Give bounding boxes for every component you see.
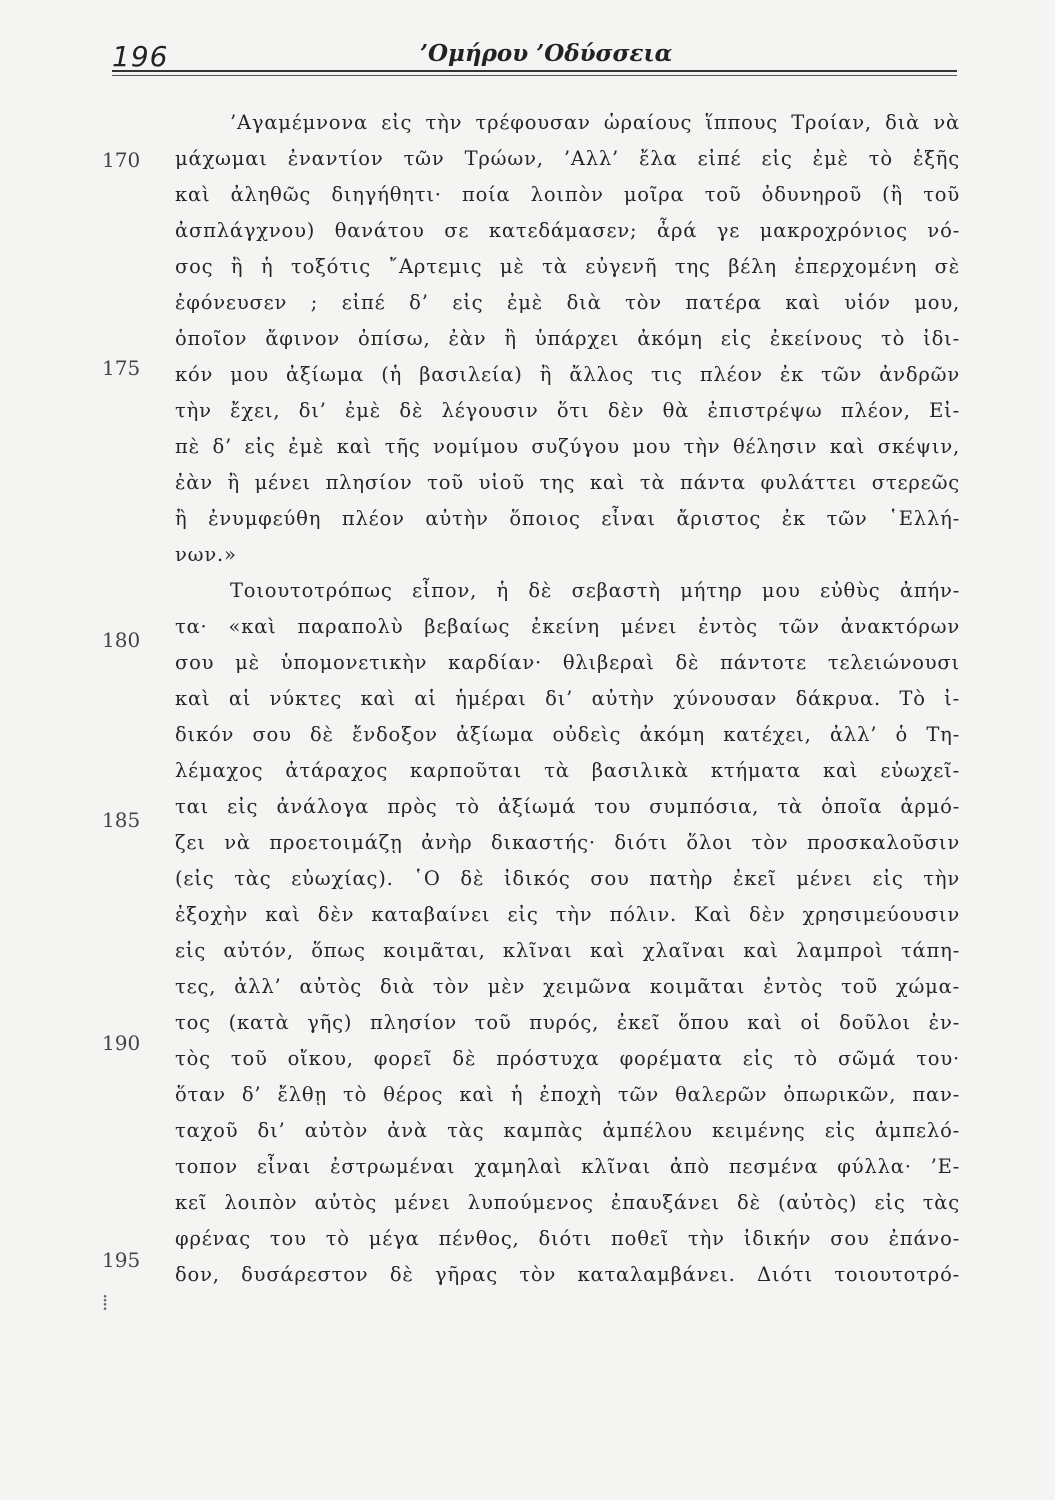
text-line: τος (κατὰ γῆς) πλησίον τοῦ πυρός, ἐκεῖ ὅπου καὶ οἱ δοῦλοι ἐν-: [175, 1011, 960, 1034]
text-line: (εἰς τὰς εὐωχίας). ῾Ο δὲ ἰδικός σου πατὴρ ἐκεῖ μένει εἰς τὴν: [175, 867, 960, 890]
text-line: τες, ἀλλ’ αὐτὸς διὰ τὸν μὲν χειμῶνα κοιμᾶται ἐντὸς τοῦ χώμα-: [175, 975, 960, 998]
margin-mark-icon: ⁞: [102, 1291, 109, 1316]
text-line: καὶ αἱ νύκτες καὶ αἱ ἡμέραι δι’ αὐτὴν χύνουσαν δάκρυα. Τὸ ἰ-: [175, 687, 960, 710]
text-line: τοπον εἶναι ἐστρωμέναι χαμηλαὶ κλῖναι ἀπὸ πεσμένα φύλλα· ’Ε-: [175, 1155, 960, 1178]
text-line: ἐφόνευσεν ; εἰπέ δ’ εἰς ἐμὲ διὰ τὸν πατέρα καὶ υἱόν μου,: [175, 291, 960, 314]
text-line: δον, δυσάρεστον δὲ γῆρας τὸν καταλαμβάνει. Διότι τοιουτοτρό-: [175, 1263, 960, 1286]
line-number: 190: [102, 1031, 141, 1055]
text-line: ’Αγαμέμνονα εἰς τὴν τρέφουσαν ὡραίους ἵππους Τροίαν, διὰ νὰ: [230, 111, 960, 134]
text-line: ὅταν δ’ ἔλθῃ τὸ θέρος καὶ ἡ ἐποχὴ τῶν θαλερῶν ὀπωρικῶν, παν-: [175, 1083, 960, 1106]
line-number: 180: [102, 628, 141, 652]
running-title: ’Ομήρου ’Οδύσσεια: [420, 40, 673, 67]
page-number: 196: [112, 40, 169, 73]
text-line: φρένας του τὸ μέγα πένθος, διότι ποθεῖ τὴν ἰδικήν σου ἐπάνο-: [175, 1227, 960, 1250]
text-line: δικόν σου δὲ ἔνδοξον ἀξίωμα οὐδεὶς ἀκόμη κατέχει, ἀλλ’ ὁ Τη-: [175, 723, 960, 746]
text-line: ται εἰς ἀνάλογα πρὸς τὸ ἀξίωμά του συμπόσια, τὰ ὁποῖα ἁρμό-: [175, 795, 960, 818]
header-rule-thin: [112, 75, 957, 76]
text-line: εἰς αὐτόν, ὅπως κοιμᾶται, κλῖναι καὶ χλαῖναι καὶ λαμπροὶ τάπη-: [175, 939, 960, 962]
text-line: λέμαχος ἀτάραχος καρποῦται τὰ βασιλικὰ κτήματα καὶ εὐωχεῖ-: [175, 759, 960, 782]
text-line: ζει νὰ προετοιμάζῃ ἀνὴρ δικαστής· διότι ὅλοι τὸν προσκαλοῦσιν: [175, 831, 960, 854]
text-line: Τοιουτοτρόπως εἶπον, ἡ δὲ σεβαστὴ μήτηρ μου εὐθὺς ἀπήν-: [230, 579, 960, 602]
text-line: ἐξοχὴν καὶ δὲν καταβαίνει εἰς τὴν πόλιν. Καὶ δὲν χρησιμεύουσιν: [175, 903, 960, 926]
text-line: σος ἢ ἡ τοξότις ῎Αρτεμις μὲ τὰ εὐγενῆ της βέλη ἐπερχομένη σὲ: [175, 255, 960, 278]
text-line: ἀσπλάγχνου) θανάτου σε κατεδάμασεν; ἆρά γε μακροχρόνιος νό-: [175, 219, 960, 242]
text-line: ἐὰν ἢ μένει πλησίον τοῦ υἱοῦ της καὶ τὰ πάντα φυλάττει στερεῶς: [175, 471, 960, 494]
line-number: 170: [102, 148, 141, 172]
line-number: 195: [102, 1248, 141, 1272]
text-line: νων.»: [175, 543, 237, 566]
line-number: 185: [102, 808, 141, 832]
text-line: τὸς τοῦ οἴκου, φορεῖ δὲ πρόστυχα φορέματα εἰς τὸ σῶμά του·: [175, 1047, 960, 1070]
text-line: ἢ ἐνυμφεύθη πλέον αὐτὴν ὅποιος εἶναι ἄριστος ἐκ τῶν ῾Ελλή-: [175, 507, 960, 530]
text-line: κόν μου ἀξίωμα (ἡ βασιλεία) ἢ ἄλλος τις πλέον ἐκ τῶν ἀνδρῶν: [175, 363, 960, 386]
text-line: ταχοῦ δι’ αὐτὸν ἀνὰ τὰς καμπὰς ἀμπέλου κειμένης εἰς ἀμπελό-: [175, 1119, 960, 1142]
text-line: σου μὲ ὑπομονετικὴν καρδίαν· θλιβεραὶ δὲ πάντοτε τελειώνουσι: [175, 651, 960, 674]
text-line: τα· «καὶ παραπολὺ βεβαίως ἐκείνη μένει ἐντὸς τῶν ἀνακτόρων: [175, 615, 960, 638]
text-line: τὴν ἔχει, δι’ ἐμὲ δὲ λέγουσιν ὅτι δὲν θὰ ἐπιστρέψω πλέον, Εἰ-: [175, 399, 960, 422]
page-header: [0, 0, 1055, 90]
line-number: 175: [102, 356, 141, 380]
text-line: πὲ δ’ εἰς ἐμὲ καὶ τῆς νομίμου συζύγου μου τὴν θέλησιν καὶ σκέψιν,: [175, 435, 960, 458]
text-line: κεῖ λοιπὸν αὐτὸς μένει λυπούμενος ἐπαυξάνει δὲ (αὐτὸς) εἰς τὰς: [175, 1191, 960, 1214]
text-line: καὶ ἀληθῶς διηγήθητι· ποία λοιπὸν μοῖρα τοῦ ὀδυνηροῦ (ἢ τοῦ: [175, 183, 960, 206]
header-rule: [112, 70, 957, 72]
text-line: μάχωμαι ἐναντίον τῶν Τρώων, ’Αλλ’ ἔλα εἰπέ εἰς ἐμὲ τὸ ἑξῆς: [175, 147, 960, 170]
text-line: ὁποῖον ἄφινον ὀπίσω, ἐὰν ἢ ὑπάρχει ἀκόμη εἰς ἐκείνους τὸ ἰδι-: [175, 327, 960, 350]
